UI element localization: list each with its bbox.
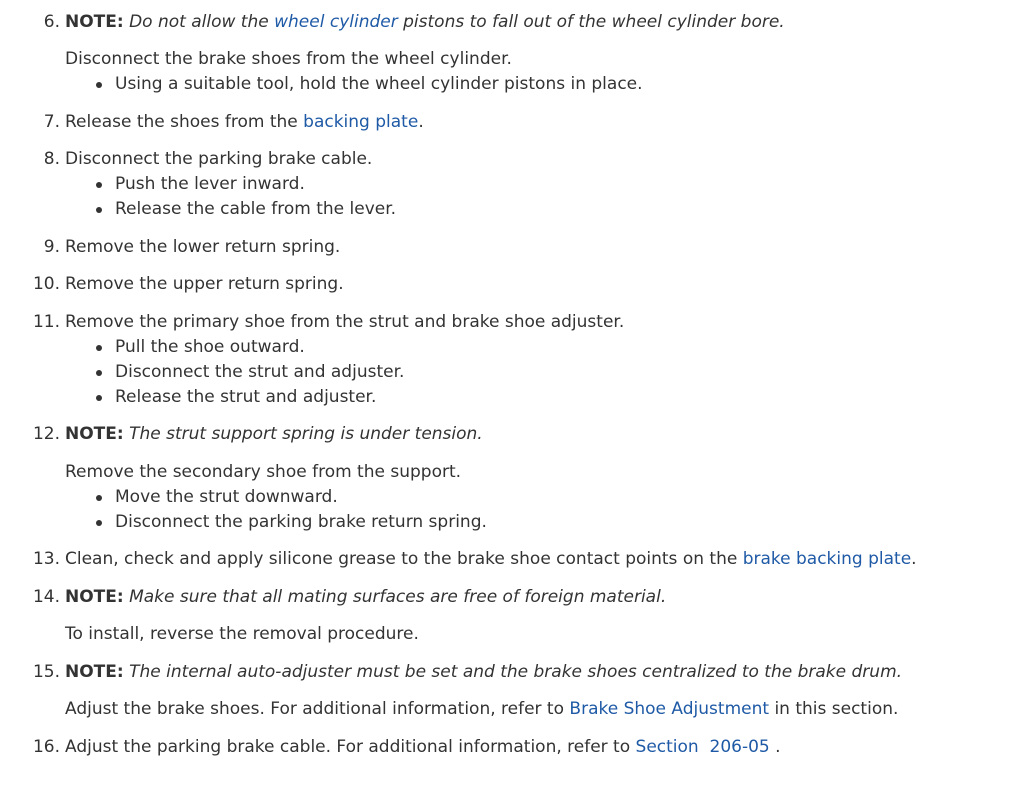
- step-number: 10.: [32, 274, 60, 294]
- bullet-dot-icon: [96, 207, 102, 213]
- note-label: NOTE:: [65, 424, 124, 444]
- brake-backing-plate-link[interactable]: brake backing plate: [742, 549, 912, 569]
- note-text-pre: Do not allow the: [129, 12, 269, 32]
- note-text-post: pistons to fall out of the wheel cylinder bore.: [403, 12, 785, 32]
- step-text: Disconnect the parking brake cable.: [65, 149, 373, 169]
- bullet-item: Using a suitable tool, hold the wheel cylinder pistons in place.: [115, 72, 643, 97]
- step-number: 15.: [32, 662, 60, 682]
- note-text: The internal auto-adjuster must be set and the brake shoes centralized to the brake drum.: [129, 662, 903, 682]
- step-number: 8.: [43, 149, 60, 169]
- step-note: [65, 422, 483, 447]
- bullet-dot-icon: [96, 395, 102, 401]
- bullet-dot-icon: [96, 345, 102, 351]
- step-number: 12.: [32, 424, 60, 444]
- step-number: 7.: [43, 112, 60, 132]
- step-text: Remove the upper return spring.: [65, 274, 344, 294]
- step-number: 11.: [32, 312, 60, 332]
- bullet-item: Release the strut and adjuster.: [115, 385, 376, 410]
- bullet-dot-icon: [96, 82, 102, 88]
- bullet-item: Release the cable from the lever.: [115, 197, 396, 222]
- step-note: [65, 10, 785, 35]
- step-number: 16.: [32, 737, 60, 757]
- bullet-dot-icon: [96, 182, 102, 188]
- backing-plate-link[interactable]: backing plate: [303, 112, 419, 132]
- step-text: Adjust the parking brake cable. For additional information, refer to Section 206-05 .: [65, 737, 781, 757]
- bullet-item: Disconnect the strut and adjuster.: [115, 360, 404, 385]
- bullet-item: Move the strut downward.: [115, 485, 338, 510]
- wheel-cylinder-link[interactable]: wheel cylinder: [274, 12, 398, 32]
- bullet-dot-icon: [96, 370, 102, 376]
- step-text: Remove the primary shoe from the strut and brake shoe adjuster.: [65, 312, 625, 332]
- step-text: Clean, check and apply silicone grease to the brake shoe contact points on the brake backing plate.: [65, 549, 917, 569]
- bullet-item: Pull the shoe outward.: [115, 335, 305, 360]
- note-label: NOTE:: [65, 587, 124, 607]
- step-text: Remove the secondary shoe from the support.: [65, 462, 462, 482]
- step-text: Release the shoes from the backing plate.: [65, 112, 424, 132]
- bullet-dot-icon: [96, 495, 102, 501]
- step-text: Adjust the brake shoes. For additional information, refer to Brake Shoe Adjustment in this section.: [65, 699, 899, 719]
- bullet-item: Disconnect the parking brake return spring.: [115, 510, 487, 535]
- step-text: Remove the lower return spring.: [65, 237, 341, 257]
- note-text: Make sure that all mating surfaces are free of foreign material.: [129, 587, 667, 607]
- step-text: To install, reverse the removal procedure.: [65, 624, 419, 644]
- step-note: [65, 585, 666, 610]
- section-206-05-link[interactable]: Section 206-05: [635, 737, 770, 757]
- note-text: The strut support spring is under tension.: [129, 424, 483, 444]
- brake-shoe-adjustment-link[interactable]: Brake Shoe Adjustment: [569, 699, 770, 719]
- note-label: NOTE:: [65, 12, 124, 32]
- step-number: 14.: [32, 587, 60, 607]
- step-number: 6.: [43, 12, 60, 32]
- step-number: 13.: [32, 549, 60, 569]
- bullet-dot-icon: [96, 520, 102, 526]
- note-label: NOTE:: [65, 662, 124, 682]
- step-text: Disconnect the brake shoes from the wheel cylinder.: [65, 49, 512, 69]
- bullet-item: Push the lever inward.: [115, 172, 305, 197]
- step-number: 9.: [43, 237, 60, 257]
- step-note: [65, 660, 902, 685]
